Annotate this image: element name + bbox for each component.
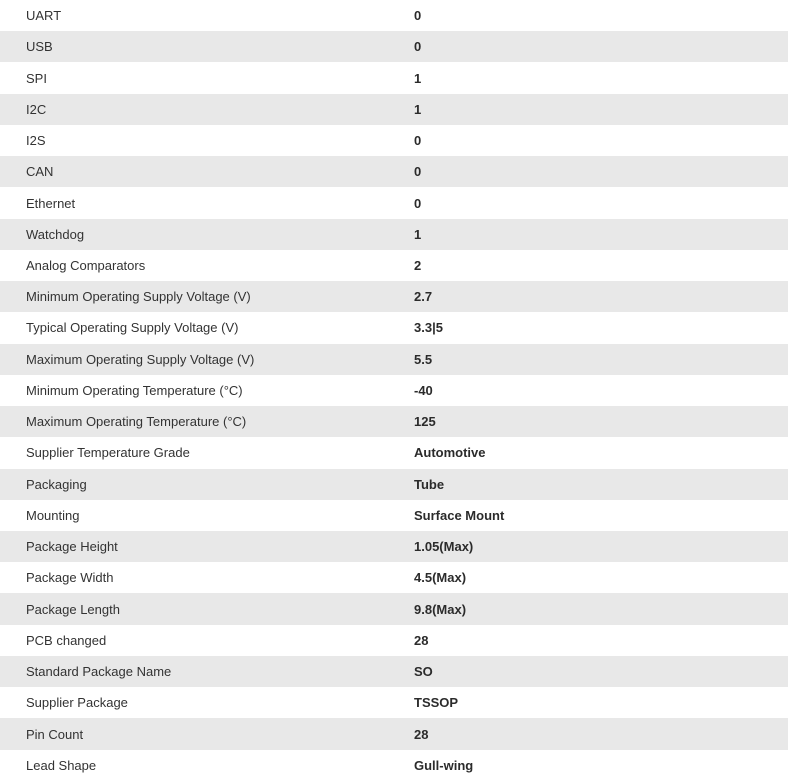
spec-label: CAN [26, 164, 54, 180]
spec-label: UART [26, 8, 62, 24]
spec-row [0, 312, 788, 343]
spec-label: Pin Count [26, 726, 84, 742]
spec-value: Automotive [414, 445, 486, 461]
spec-value: Gull-wing [414, 757, 474, 773]
spec-row [0, 718, 788, 749]
spec-value: 0 [414, 195, 422, 211]
spec-row [0, 687, 788, 718]
spec-row [0, 62, 788, 93]
spec-row [0, 562, 788, 593]
spec-value: 1 [414, 101, 422, 117]
spec-label: I2C [26, 101, 47, 117]
spec-label: Analog Comparators [26, 257, 146, 273]
spec-row [0, 250, 788, 281]
spec-row [0, 437, 788, 468]
spec-label: Packaging [26, 476, 87, 492]
spec-row [0, 125, 788, 156]
spec-label: USB [26, 39, 53, 55]
spec-label: Mounting [26, 507, 80, 523]
spec-row [0, 750, 788, 773]
spec-row [0, 281, 788, 312]
spec-value: 28 [414, 632, 429, 648]
spec-value: 1 [414, 70, 422, 86]
spec-value: SO [414, 664, 433, 680]
spec-label: Watchdog [26, 226, 85, 242]
spec-row [0, 593, 788, 624]
spec-label: Package Height [26, 539, 118, 555]
spec-label: Maximum Operating Temperature (°C) [26, 414, 247, 430]
spec-row [0, 406, 788, 437]
spec-row [0, 31, 788, 62]
spec-label: PCB changed [26, 632, 107, 648]
spec-value: Surface Mount [414, 507, 505, 523]
spec-row [0, 187, 788, 218]
spec-value: 3.3|5 [414, 320, 443, 336]
spec-row [0, 500, 788, 531]
spec-row [0, 219, 788, 250]
spec-row [0, 531, 788, 562]
spec-value: 0 [414, 133, 422, 149]
spec-value: 4.5(Max) [414, 570, 467, 586]
spec-value: 125 [414, 414, 436, 430]
spec-value: -40 [414, 382, 433, 398]
spec-row [0, 94, 788, 125]
spec-label: Typical Operating Supply Voltage (V) [26, 320, 239, 336]
spec-label: Lead Shape [26, 757, 97, 773]
spec-row [0, 375, 788, 406]
spec-label: Supplier Temperature Grade [26, 445, 190, 461]
spec-value: 1 [414, 226, 422, 242]
spec-value: 0 [414, 39, 422, 55]
spec-label: Minimum Operating Temperature (°C) [26, 382, 243, 398]
spec-label: SPI [26, 70, 47, 86]
spec-value: 5.5 [414, 351, 433, 367]
spec-value: 0 [414, 8, 422, 24]
spec-row [0, 344, 788, 375]
spec-label: Maximum Operating Supply Voltage (V) [26, 351, 255, 367]
spec-value: Tube [414, 476, 445, 492]
spec-label: Standard Package Name [26, 664, 172, 680]
spec-row [0, 156, 788, 187]
spec-row [0, 469, 788, 500]
spec-value: 2.7 [414, 289, 433, 305]
spec-value: 9.8(Max) [414, 601, 467, 617]
spec-label: Supplier Package [26, 695, 128, 711]
spec-row [0, 0, 788, 31]
spec-label: Ethernet [26, 195, 76, 211]
spec-value: 2 [414, 257, 422, 273]
spec-value: 28 [414, 726, 429, 742]
spec-row [0, 656, 788, 687]
spec-label: Minimum Operating Supply Voltage (V) [26, 289, 251, 305]
spec-value: 0 [414, 164, 422, 180]
spec-label: I2S [26, 133, 46, 149]
spec-label: Package Length [26, 601, 120, 617]
spec-label: Package Width [26, 570, 114, 586]
spec-value: TSSOP [414, 695, 459, 711]
spec-value: 1.05(Max) [414, 539, 474, 555]
spec-row [0, 625, 788, 656]
